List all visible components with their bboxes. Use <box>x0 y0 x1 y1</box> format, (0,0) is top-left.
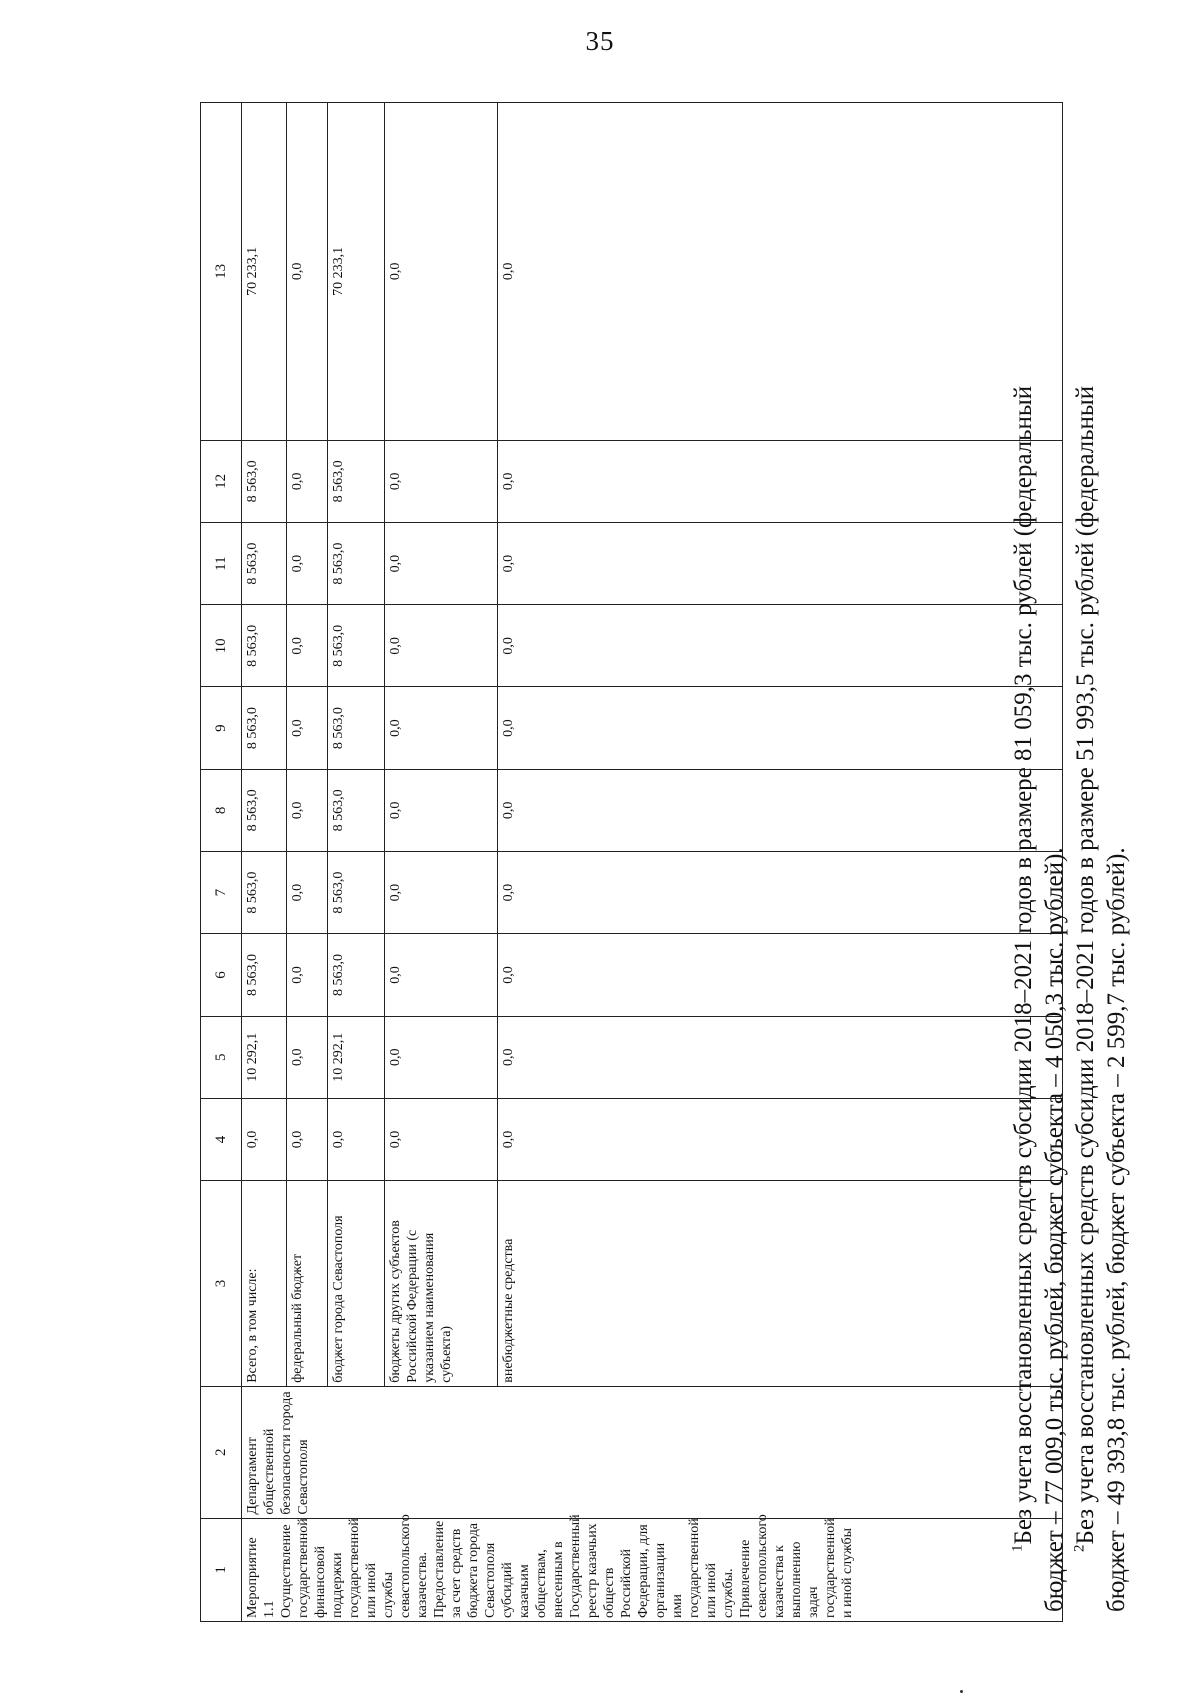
value-cell: 0,0 <box>287 103 328 441</box>
header-cell: 11 <box>201 522 242 604</box>
header-cell: 9 <box>201 687 242 769</box>
value-cell: 0,0 <box>498 852 1063 934</box>
measure-cell: Мероприятие 1.1 Осуществление государственной финансовой поддержки государственной или иной службы севастопольского казачества. Предоставление за счет средств бюджета города Севастополя субсидий казачьим обществам, внесенным в Государственный реестр казачьих обществ Российской Федерации, для организации ими государственной или иной службы. Привлечение севастопольского казачества к выполнению задач государственной и иной службы <box>242 1518 1063 1621</box>
footnotes <box>1008 112 1132 1612</box>
value-cell: 0,0 <box>498 103 1063 441</box>
value-cell: 70 233,1 <box>242 103 287 441</box>
value-cell: 8 563,0 <box>328 440 385 522</box>
header-cell: 10 <box>201 605 242 687</box>
value-cell: 10 292,1 <box>242 1016 287 1098</box>
value-cell: 0,0 <box>498 522 1063 604</box>
header-cell: 8 <box>201 769 242 851</box>
value-cell: 8 563,0 <box>242 934 287 1016</box>
value-cell: 0,0 <box>287 1016 328 1098</box>
value-cell: 8 563,0 <box>328 852 385 934</box>
value-cell: 0,0 <box>242 1098 287 1180</box>
value-cell: 0,0 <box>385 522 498 604</box>
value-cell: 8 563,0 <box>328 769 385 851</box>
value-cell: 8 563,0 <box>242 522 287 604</box>
value-cell: 0,0 <box>385 605 498 687</box>
footnote-text: Без учета восстановленных средств субсидии 2018–2021 годов в размере 81 059,3 тыс. рублей (федеральный <box>1010 385 1037 1545</box>
value-cell: 8 563,0 <box>242 852 287 934</box>
rotated-landscape-content <box>200 102 1150 1622</box>
value-cell: 0,0 <box>385 1016 498 1098</box>
value-cell: 0,0 <box>287 852 328 934</box>
value-cell: 8 563,0 <box>242 769 287 851</box>
value-cell: 0,0 <box>498 934 1063 1016</box>
source-cell: Всего, в том числе: <box>242 1181 287 1387</box>
scan-speck <box>960 1690 963 1693</box>
footnote-marker: 2 <box>1071 1544 1088 1552</box>
header-cell: 1 <box>201 1518 242 1621</box>
source-cell: бюджеты других субъектов Российской Федерации (с указанием наименования субъекта) <box>385 1181 498 1387</box>
footnote-1-line-1 <box>1008 112 1039 1612</box>
value-cell: 8 563,0 <box>328 605 385 687</box>
footnote-2-line-2: бюджет – 49 393,8 тыс. рублей, бюджет субъекта – 2 599,7 тыс. рублей). <box>1103 847 1130 1612</box>
value-cell: 0,0 <box>498 605 1063 687</box>
value-cell: 70 233,1 <box>328 103 385 441</box>
value-cell: 0,0 <box>385 103 498 441</box>
footnote-2-line-1 <box>1070 112 1101 1612</box>
value-cell: 0,0 <box>385 852 498 934</box>
header-cell: 5 <box>201 1016 242 1098</box>
value-cell: 0,0 <box>385 440 498 522</box>
value-cell: 0,0 <box>287 605 328 687</box>
header-cell: 2 <box>201 1386 242 1518</box>
value-cell: 0,0 <box>287 522 328 604</box>
header-row <box>201 103 242 1622</box>
source-cell: федеральный бюджет <box>287 1181 328 1387</box>
value-cell: 8 563,0 <box>242 687 287 769</box>
executor-cell: Департамент общественной безопасности города Севастополя <box>242 1386 1063 1518</box>
value-cell: 0,0 <box>287 934 328 1016</box>
value-cell: 0,0 <box>498 440 1063 522</box>
value-cell: 0,0 <box>287 440 328 522</box>
value-cell: 0,0 <box>498 1016 1063 1098</box>
value-cell: 0,0 <box>287 687 328 769</box>
value-cell: 0,0 <box>328 1098 385 1180</box>
header-cell: 13 <box>201 103 242 441</box>
source-cell: бюджет города Севастополя <box>328 1181 385 1387</box>
funding-table <box>200 102 1063 1622</box>
value-cell: 0,0 <box>287 769 328 851</box>
value-cell: 0,0 <box>385 934 498 1016</box>
header-cell: 12 <box>201 440 242 522</box>
value-cell: 8 563,0 <box>328 522 385 604</box>
header-cell: 6 <box>201 934 242 1016</box>
value-cell: 8 563,0 <box>242 440 287 522</box>
header-cell: 4 <box>201 1098 242 1180</box>
footnote-marker: 1 <box>1009 1544 1026 1552</box>
footnote-text: Без учета восстановленных средств субсидии 2018–2021 годов в размере 51 993,5 тыс. рублей (федеральный <box>1072 385 1099 1545</box>
value-cell: 0,0 <box>385 687 498 769</box>
value-cell: 0,0 <box>385 1098 498 1180</box>
value-cell: 8 563,0 <box>242 605 287 687</box>
table-row <box>242 103 287 1622</box>
source-cell: внебюджетные средства <box>498 1181 1063 1387</box>
value-cell: 0,0 <box>498 1098 1063 1180</box>
header-cell: 7 <box>201 852 242 934</box>
header-cell: 3 <box>201 1181 242 1387</box>
value-cell: 0,0 <box>498 769 1063 851</box>
value-cell: 8 563,0 <box>328 934 385 1016</box>
value-cell: 10 292,1 <box>328 1016 385 1098</box>
footnote-1-line-2: бюджет – 77 009,0 тыс. рублей, бюджет субъекта – 4 050,3 тыс. рублей). <box>1041 847 1068 1612</box>
value-cell: 0,0 <box>287 1098 328 1180</box>
value-cell: 8 563,0 <box>328 687 385 769</box>
page-number: 35 <box>585 26 615 56</box>
value-cell: 0,0 <box>385 769 498 851</box>
value-cell: 0,0 <box>498 687 1063 769</box>
